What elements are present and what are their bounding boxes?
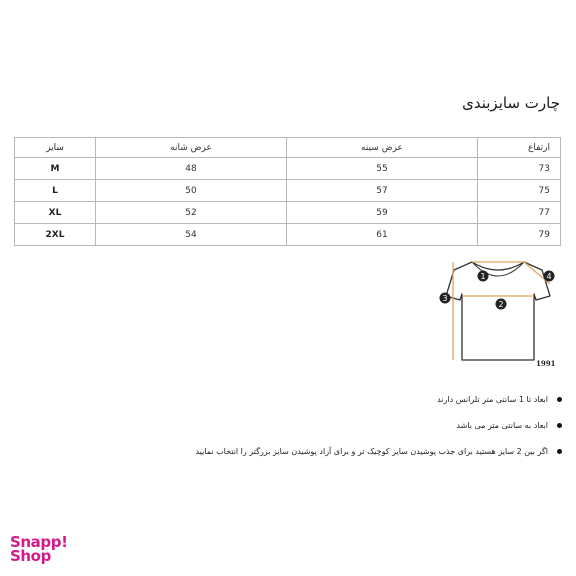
notes-list	[190, 394, 562, 472]
list-item	[190, 420, 562, 431]
cell-height: 77	[478, 202, 561, 224]
cell-height: 75	[478, 180, 561, 202]
cell-chest: 59	[287, 202, 478, 224]
cell-size: L	[15, 180, 96, 202]
cell-shoulder: 48	[96, 158, 287, 180]
tshirt-outline	[446, 262, 550, 360]
note-text: اگر بین 2 سایز هستید برای جذب پوشیدن سایز کوچیک تر و برای آزاد پوشیدن سایز بزرگتر را انتخاب نمایید	[195, 447, 548, 456]
header-size: سایز	[15, 138, 96, 158]
table-row	[15, 202, 561, 224]
bullet-icon	[557, 423, 562, 428]
snappshop-logo	[10, 535, 100, 563]
note-text: ابعاد به سانتی متر می باشد	[456, 421, 548, 430]
cell-size: XL	[15, 202, 96, 224]
page-title: چارت سایزبندی	[462, 94, 560, 112]
cell-shoulder: 52	[96, 202, 287, 224]
cell-height: 73	[478, 158, 561, 180]
table-row	[15, 158, 561, 180]
list-item	[190, 446, 562, 457]
marker-2	[496, 299, 507, 310]
header-shoulder-width: عرض شانه	[96, 138, 287, 158]
bullet-icon	[557, 397, 562, 402]
cell-shoulder: 50	[96, 180, 287, 202]
svg-text:3: 3	[442, 294, 448, 303]
cell-height: 79	[478, 224, 561, 246]
header-height: ارتفاع	[478, 138, 561, 158]
cell-size: M	[15, 158, 96, 180]
table-row	[15, 224, 561, 246]
svg-text:1: 1	[480, 272, 486, 281]
note-text: ابعاد تا 1 سانتی متر تلرانس دارند	[437, 395, 548, 404]
brand-mark: 1991	[536, 359, 556, 368]
svg-text:4: 4	[546, 272, 552, 281]
marker-3	[440, 293, 451, 304]
logo-line-2: Shop	[10, 547, 51, 565]
header-chest-width: عرض سینه	[287, 138, 478, 158]
marker-4	[544, 271, 555, 282]
cell-chest: 55	[287, 158, 478, 180]
tshirt-measurement-diagram	[438, 256, 560, 372]
svg-text:2: 2	[498, 300, 504, 309]
list-item	[190, 394, 562, 405]
table-header-row	[15, 138, 561, 158]
table-row	[15, 180, 561, 202]
cell-chest: 57	[287, 180, 478, 202]
cell-chest: 61	[287, 224, 478, 246]
cell-size: 2XL	[15, 224, 96, 246]
cell-shoulder: 54	[96, 224, 287, 246]
size-chart-table	[14, 137, 561, 246]
marker-1	[478, 271, 489, 282]
bullet-icon	[557, 449, 562, 454]
logo-line-1: Snapp!	[10, 533, 68, 551]
